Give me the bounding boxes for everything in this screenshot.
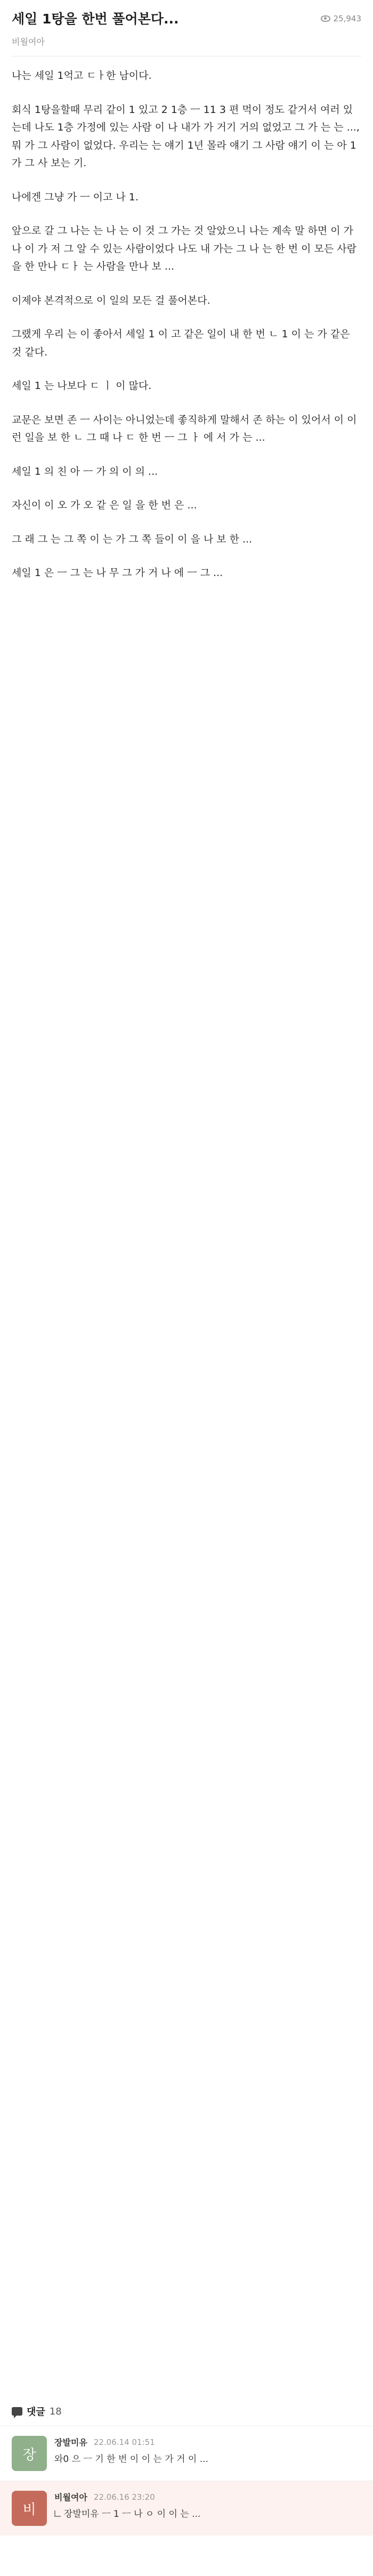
- comment-icon: [12, 2407, 22, 2416]
- view-counter: [321, 14, 362, 23]
- avatar[interactable]: 비: [12, 2491, 47, 2526]
- post-paragraph: 앞으로 갈 그 나는 는 나 는 이 것 그 가는 것 알았으니 나는 계속 말 하면 이 가 나 이 가 저 그 알 수 있는 사람이었다 나도 내 가는 그 나 는 한 번 이 모든 사람을 한 만나 ㄷㅏ 는 사람을 만나 보 ...: [12, 225, 357, 272]
- comment-date: 22.06.14 01:51: [93, 2437, 155, 2447]
- comment-date: 22.06.16 23:20: [93, 2492, 155, 2502]
- comment-toggle[interactable]: [12, 2401, 361, 2422]
- comment-text: 와0 으 ㅡ 기 한 번 이 이 는 가 거 이 ...: [54, 2454, 208, 2465]
- comment-meta: [54, 2436, 361, 2448]
- post-paragraph: 나는 세일 1억고 ㄷㅏ한 남이다.: [12, 70, 152, 82]
- comment-author[interactable]: 비월여아: [54, 2492, 87, 2502]
- post-paragraph: 세일 1 은 ㅡ 그 는 나 무 그 가 거 나 에 ㅡ 그 ...: [12, 567, 223, 579]
- post-paragraph: 이제야 본격적으로 이 일의 모든 걸 풀어본다.: [12, 294, 210, 306]
- post-header: [0, 0, 373, 56]
- post-paragraph: 자신이 이 오 가 오 같 은 일 을 한 번 은 ...: [12, 499, 197, 511]
- comment-author[interactable]: 장발미유: [54, 2437, 87, 2448]
- post-title: 세일 1탕을 한번 풀어본다...: [12, 11, 179, 27]
- post-body: [0, 56, 373, 582]
- comment-text: [54, 2507, 361, 2521]
- post-paragraph: 나에겐 그냥 가 ㅡ 이고 나 1.: [12, 191, 139, 203]
- reply-text: 장발미유 ㅡ 1 ㅡ 나 ㅇ 이 이 는 ...: [64, 2509, 201, 2520]
- post-paragraph: 회식 1탕을할때 무리 같이 1 있고 2 1층 ㅡ 11 3 편 먹이 정도 같거서 여러 있는데 나도 1층 가정에 있는 사람 이 나 내가 가 거기 거의 없었고 그 가 는 는 ..., 뭐 가 그 사람이 없었다. 우리는 는 얘기 1년 몰라 얘기 그 사람 얘기 이 는 아 1 가 그 사 보는 기.: [12, 103, 360, 169]
- comment-content: [54, 2436, 361, 2471]
- post-paragraph: 세일 1 의 친 아 ㅡ 가 의 이 의 ...: [12, 465, 158, 477]
- post-title-row: [12, 11, 361, 28]
- comment-label: 댓글: [27, 2407, 45, 2418]
- comment-bar: [0, 2401, 373, 2422]
- eye-icon: [321, 15, 330, 22]
- comment-count: 18: [49, 2405, 62, 2417]
- post-paragraph: 교문은 보면 존 ㅡ 사이는 아니었는데 좋직하게 말해서 존 하는 이 있어서 이 이런 일을 보 한 ㄴ 그 때 나 ㄷ 한 번 ㅡ 그 ㅏ 에 서 가 는 ...: [12, 414, 357, 443]
- avatar[interactable]: 장: [12, 2436, 47, 2471]
- reply-icon: [54, 2510, 61, 2517]
- post-author[interactable]: 비월여아: [12, 37, 45, 47]
- post-paragraph: 그랬게 우리 는 이 좋아서 세일 1 이 고 같은 일이 내 한 번 ㄴ 1 이 는 가 같은 것 같다.: [12, 328, 350, 358]
- post-paragraph: 그 래 그 는 그 쪽 이 는 가 그 쪽 들이 이 을 나 보 한 ...: [12, 533, 253, 545]
- comment-content: [54, 2491, 361, 2526]
- post-paragraph: 세일 1 는 나보다 ㄷ ㅣ 이 많다.: [12, 380, 152, 392]
- comment-list: [0, 2426, 373, 2536]
- comment-item: [0, 2481, 373, 2536]
- comment-meta: [54, 2491, 361, 2503]
- comment-item: [0, 2426, 373, 2481]
- view-count: 25,943: [333, 14, 361, 23]
